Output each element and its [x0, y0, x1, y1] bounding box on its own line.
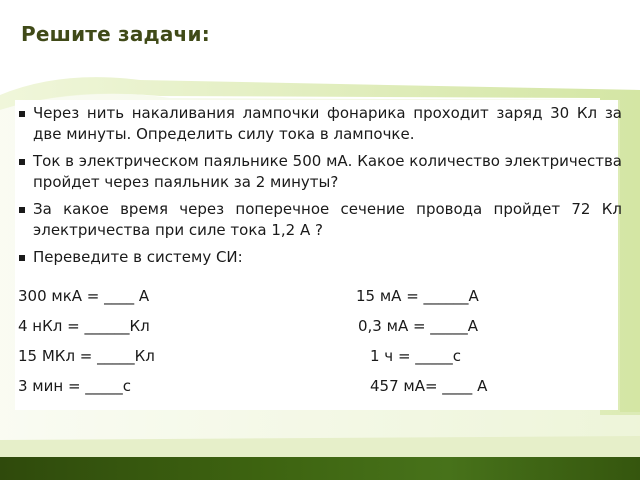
slide-title: Решите задачи:	[21, 22, 210, 46]
conversion-right: 0,3 мА = _____А	[358, 317, 479, 335]
conversion-right: 15 мА = ______А	[356, 287, 479, 305]
conversion-right: 457 мА= ____ А	[370, 377, 488, 395]
task-item: Ток в электрическом паяльнике 500 мА. Какое количество электричества пройдет через паяльник за 2 минуты?	[18, 151, 622, 193]
conversion-left: 15 МКл = _____Кл	[18, 347, 155, 365]
conversion-left: 300 мкА = ____ А	[18, 287, 150, 305]
conversion-left: 3 мин = _____с	[18, 377, 132, 395]
task-item: Переведите в систему СИ:	[18, 247, 622, 268]
task-list	[18, 103, 622, 274]
conversion-left: 4 нКл = ______Кл	[18, 317, 150, 335]
task-item: За какое время через поперечное сечение провода пройдет 72 Кл электричества при силе тока 1,2 А ?	[18, 199, 622, 241]
conversion-right: 1 ч = _____с	[370, 347, 462, 365]
task-item: Через нить накаливания лампочки фонарика проходит заряд 30 Кл за две минуты. Определить силу тока в лампочке.	[18, 103, 622, 145]
